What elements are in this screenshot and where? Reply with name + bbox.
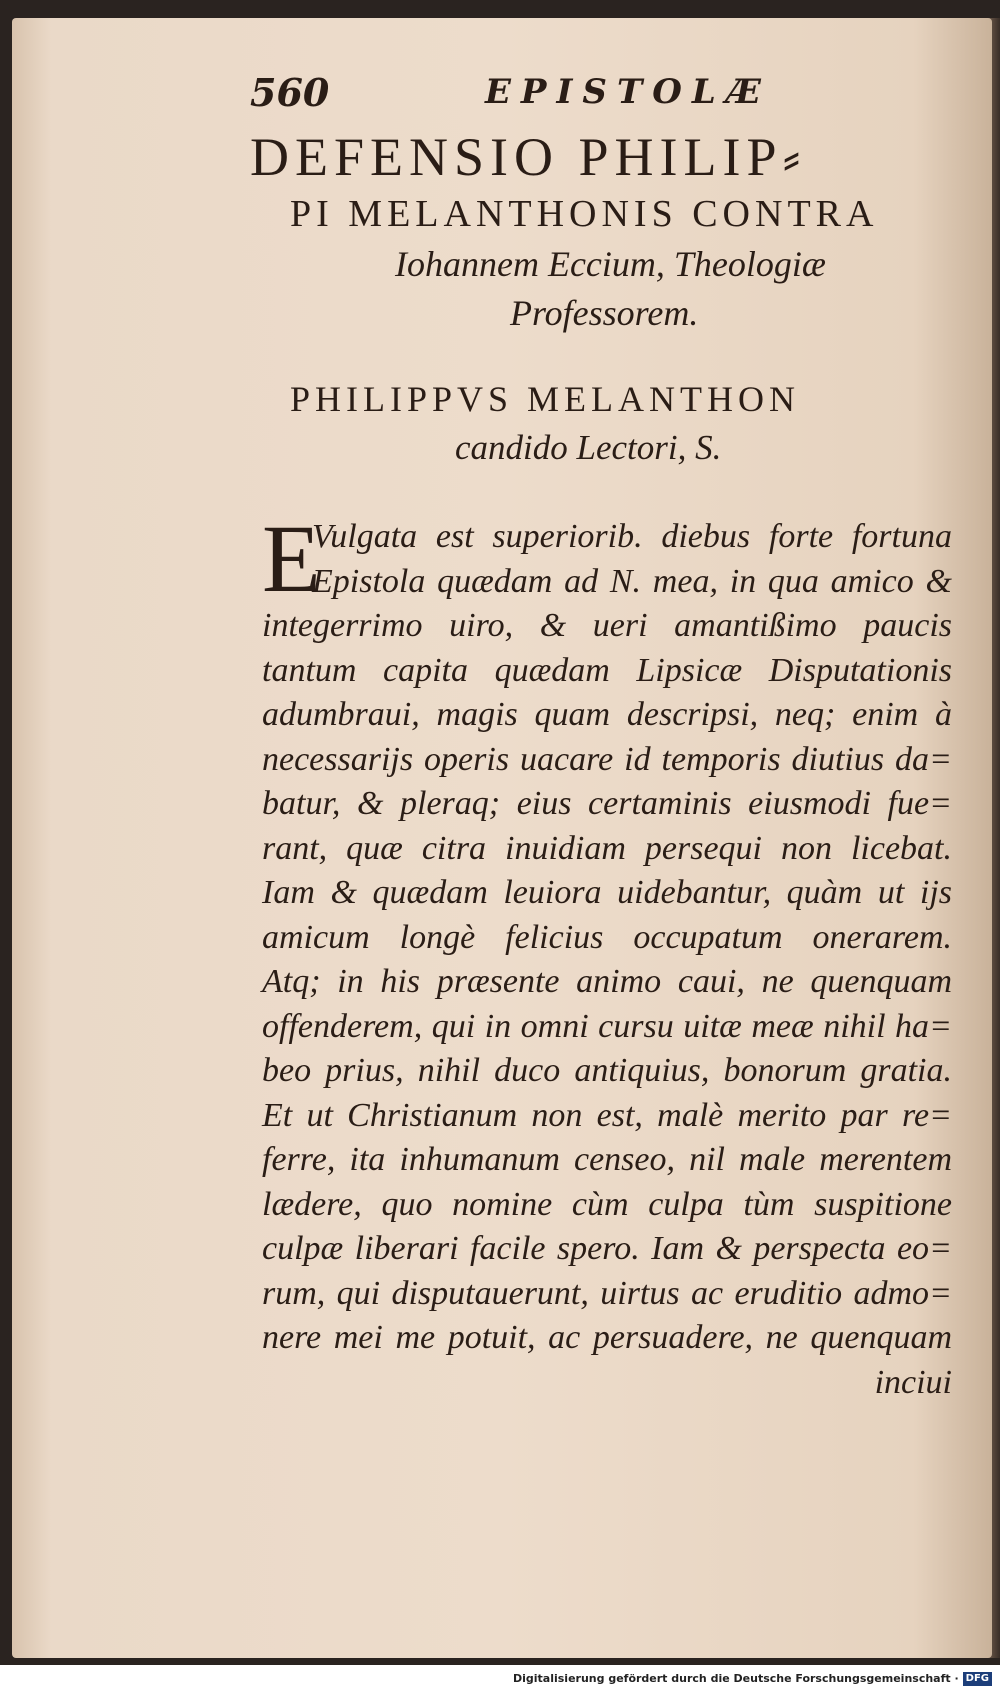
greeting-addressee: candido Lectori, S. [455,428,722,467]
text-line: lædere, quo nomine cùm culpa tùm suspitione [262,1185,952,1223]
page-header [250,70,940,120]
greeting-author: PHILIPPVS MELANTHON [290,379,801,419]
text-line: necessarijs operis uacare id temporis diutius da= [262,740,952,778]
text-line: ferre, ita inhumanum censeo, nil male merentem [262,1141,952,1178]
digitization-credit [0,1668,992,1690]
text-line: rum, qui disputauerunt, uirtus ac eruditio admo= [262,1274,952,1312]
text-line: Iam & quædam leuiora uidebantur, quàm ut ijs [262,874,952,911]
text-line: rant, quæ citra inuidiam persequi non licebat. [262,829,952,867]
body-text [262,505,952,1405]
catchword: inciui [874,1363,952,1401]
credit-text: Digitalisierung gefördert durch die Deutsche Forschungsgemeinschaft · [512,1672,959,1685]
text-line: amicum longè felicius occupatum onerarem. [262,918,952,956]
text-line: beo prius, nihil duco antiquius, bonorum gratia. [262,1052,952,1089]
text-line: offenderem, qui in omni cursu uitæ meæ nihil ha= [262,1007,952,1045]
drop-cap: E [262,505,321,612]
page-number: 560 [250,70,330,115]
title-block [250,125,950,337]
title-line: DEFENSIO PHILIP⸗ [250,127,807,187]
text-line: Atq; in his præsente animo caui, ne quenquam [262,963,952,1000]
text-line: tantum capita quædam Lipsicæ Disputationis [262,651,952,689]
text-line: batur, & pleraq; eius certaminis eiusmodi fue= [262,785,952,822]
text-line: nere mei me potuit, ac persuadere, ne quenquam [262,1319,952,1356]
title-line: Iohannem Eccium, Theologiæ [395,244,826,284]
text-line: Epistola quædam ad N. mea, in qua amico & [312,562,952,600]
dfg-logo: DFG [963,1672,992,1686]
text-line: adumbraui, magis quam descripsi, neq; enim à [262,696,952,733]
title-line: PI MELANTHONIS CONTRA [290,193,879,235]
title-line: Professorem. [510,293,699,333]
text-line: Vulgata est superiorib. diebus forte fortuna [312,518,952,555]
text-line: Et ut Christianum non est, malè merito par re= [262,1096,952,1134]
greeting [290,375,930,473]
running-head: EPISTOLÆ [485,72,771,112]
text-line: integerrimo uiro, & ueri amantißimo paucis [262,607,952,644]
text-line: culpæ liberari facile spero. Iam & perspecta eo= [262,1230,952,1267]
